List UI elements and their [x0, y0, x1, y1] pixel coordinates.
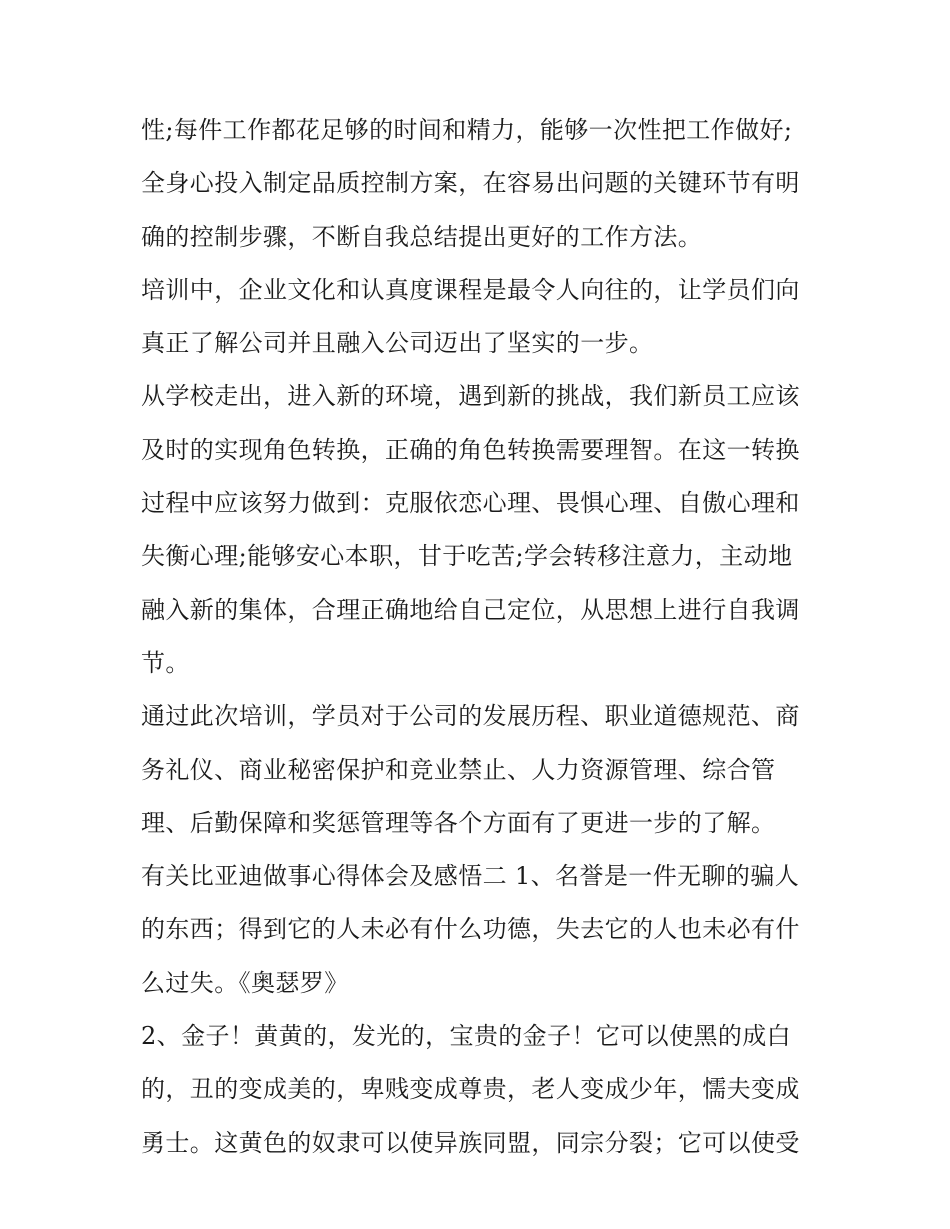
text-line-11: 节。 — [141, 648, 190, 677]
text-line-15: 有关比亚迪做事心得体会及感悟二 1、名誉是一件无聊的骗人 — [141, 862, 800, 891]
text-line-3: 确的控制步骤，不断自我总结提出更好的工作方法。 — [141, 222, 703, 251]
text-line-14: 理、后勤保障和奖惩管理等各个方面有了更进一步的了解。 — [141, 808, 776, 837]
text-line-7: 及时的实现角色转换，正确的角色转换需要理智。在这一转换 — [141, 435, 800, 464]
text-line-10: 融入新的集体，合理正确地给自己定位，从思想上进行自我调 — [141, 595, 800, 624]
document-body — [141, 104, 821, 1170]
text-line-1: 性;每件工作都花足够的时间和精力，能够一次性把工作做好; — [141, 116, 793, 144]
text-line-20: 勇士。这黄色的奴隶可以使异族同盟，同宗分裂；它可以使受 — [141, 1128, 800, 1157]
text-line-18: 2、金子！黄黄的，发光的，宝贵的金子！它可以使黑的成白 — [141, 1022, 792, 1051]
text-line-19: 的，丑的变成美的，卑贱变成尊贵，老人变成少年，懦夫变成 — [141, 1075, 800, 1104]
text-line-2: 全身心投入制定品质控制方案，在容易出问题的关键环节有明 — [141, 169, 800, 198]
text-line-12: 通过此次培训，学员对于公司的发展历程、职业道德规范、商 — [141, 702, 800, 731]
text-line-17: 么过失。《奥瑟罗》 — [141, 968, 349, 997]
text-line-8: 过程中应该努力做到：克服依恋心理、畏惧心理、自傲心理和 — [141, 489, 800, 518]
text-line-9: 失衡心理;能够安心本职，甘于吃苦;学会转移注意力，主动地 — [141, 542, 793, 571]
text-line-5: 真正了解公司并且融入公司迈出了坚实的一步。 — [141, 329, 654, 358]
text-line-4: 培训中，企业文化和认真度课程是最令人向往的，让学员们向 — [141, 275, 800, 304]
text-line-13: 务礼仪、商业秘密保护和竞业禁止、人力资源管理、综合管 — [141, 755, 776, 784]
text-line-6: 从学校走出，进入新的环境，遇到新的挑战，我们新员工应该 — [141, 382, 800, 411]
text-line-16: 的东西；得到它的人未必有什么功德，失去它的人也未必有什 — [141, 915, 800, 944]
